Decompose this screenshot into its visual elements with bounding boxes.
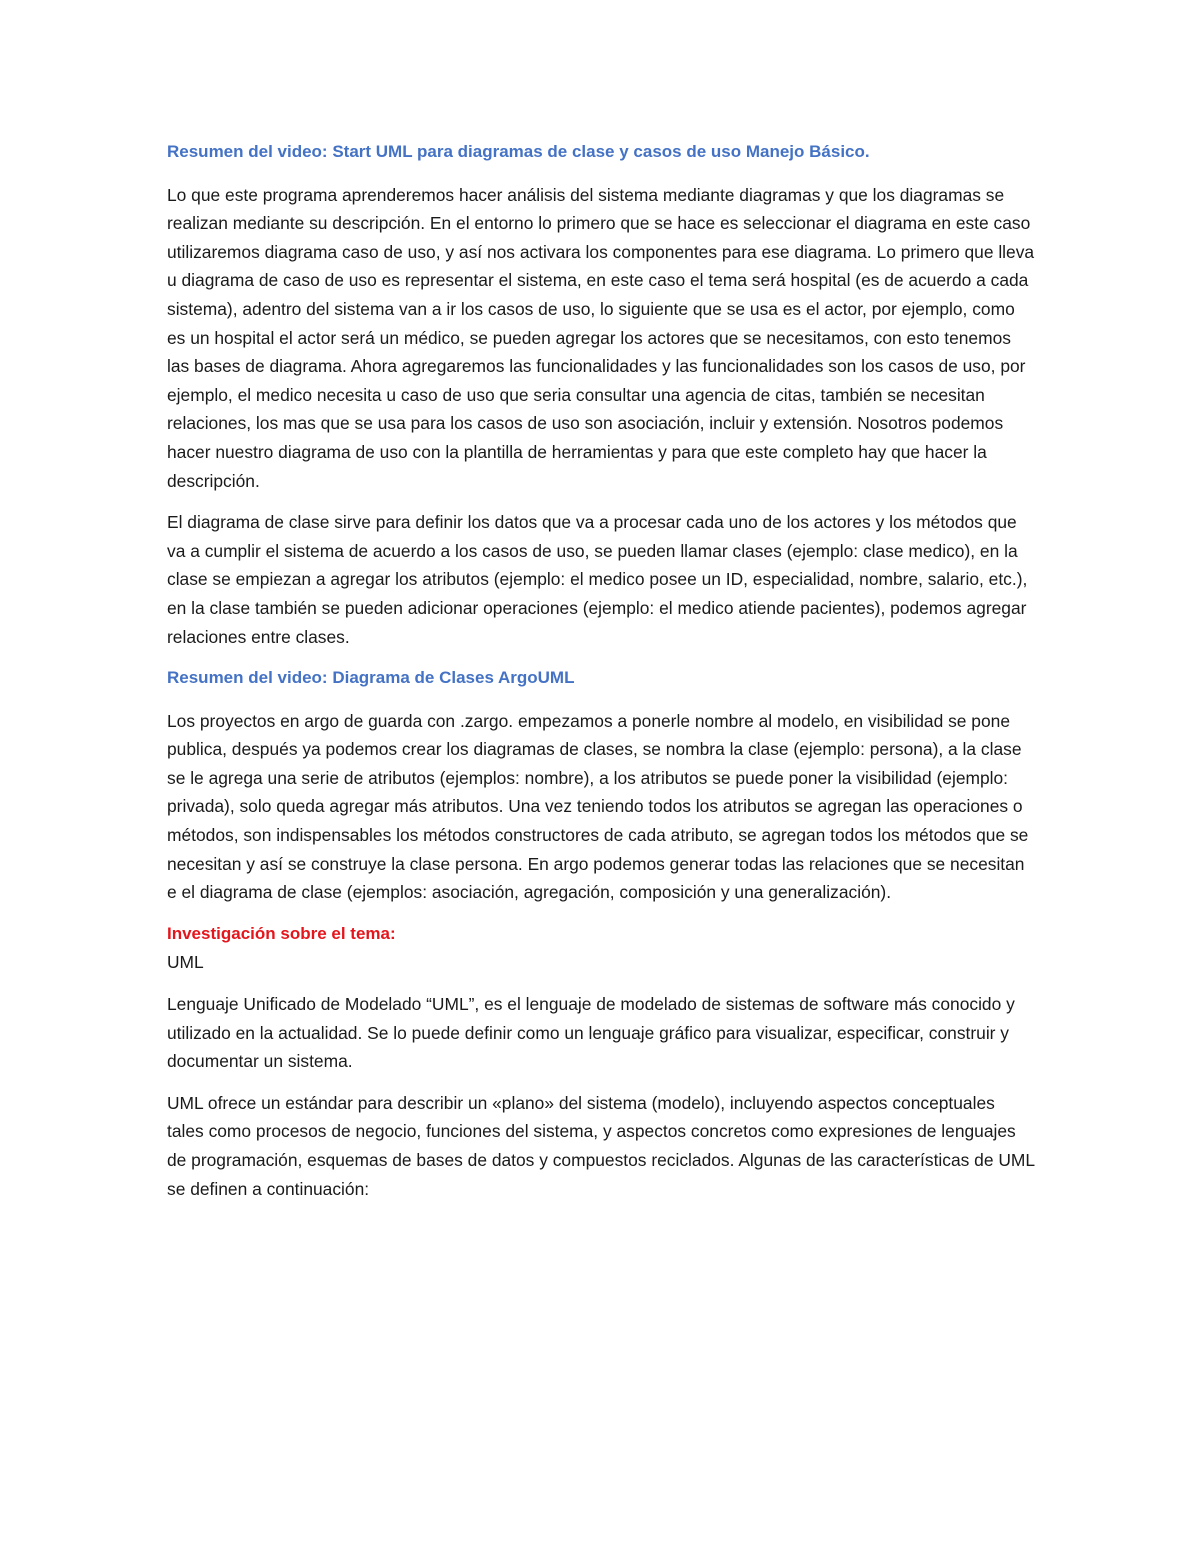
paragraph-argouml: Los proyectos en argo de guarda con .zargo. empezamos a ponerle nombre al modelo, en visibilidad se pone publica, después ya podemos crear los diagramas de clases, se nombra la clase (ejemplo: persona), a la clase se le agrega una serie de atributos (ejemplos: nombre), a los atributos se puede poner la visibilidad (ejemplo: privada), solo queda agregar más atributos. Una vez teniendo todos los atributos se agregan las operaciones o métodos, son indispensables los métodos constructores de cada atributo, se agregan todos los métodos que se necesitan y así se construye la clase persona. En argo podemos generar todas las relaciones que se necesitan e el diagrama de clase (ejemplos: asociación, agregación, composición y una generalización). [167,710,1029,903]
paragraph-startuml-use-cases: Lo que este programa aprenderemos hacer análisis del sistema mediante diagramas y que los diagramas se realizan mediante su descripción. En el entorno lo primero que se hace es seleccionar el diagrama en este caso utilizaremos diagrama caso de uso, y así nos activara los componentes para ese diagrama. Lo primero que lleva u diagrama de caso de uso es representar el sistema, en este caso el tema será hospital (es de acuerdo a cada sistema), adentro del sistema van a ir los casos de uso, lo siguiente que se usa es el actor, por ejemplo, como es un hospital el actor será un médico, se pueden agregar los actores que se necesitamos, con esto tenemos las bases de diagrama. Ahora agregaremos las funcionalidades y las funcionalidades son los casos de uso, por ejemplo, el medico necesita u caso de uso que seria consultar una agencia de citas, también se necesitan relaciones, los mas que se usa para los casos de uso son asociación, incluir y extensión. Nosotros podemos hacer nuestro diagrama de uso con la plantilla de herramientas y para que este completo hay que hacer la descripción. [167,184,1035,491]
document-body [167,138,1035,1203]
label-uml: UML [167,952,204,973]
heading-video-summary-argouml: Resumen del video: Diagrama de Clases ArgoUML [167,668,575,688]
paragraph-class-diagram: El diagrama de clase sirve para definir los datos que va a procesar cada uno de los actores y los métodos que va a cumplir el sistema de acuerdo a los casos de uso, se pueden llamar clases (ejemplo: clase medico), en la clase se empiezan a agregar los atributos (ejemplo: el medico posee un ID, especialidad, nombre, salario, etc.), en la clase también se pueden adicionar operaciones (ejemplo: el medico atiende pacientes), podemos agregar relaciones entre clases. [167,512,1028,647]
heading-video-summary-startuml: Resumen del video: Start UML para diagramas de clase y casos de uso Manejo Básico. [167,142,870,161]
paragraph-uml-standard: UML ofrece un estándar para describir un «plano» del sistema (modelo), incluyendo aspectos conceptuales tales como procesos de negocio, funciones del sistema, y aspectos concretos como expresiones de lenguajes de programación, esquemas de bases de datos y compuestos reciclados. Algunas de las características de UML se definen a continuación: [167,1092,1035,1199]
paragraph-uml-definition: Lenguaje Unificado de Modelado “UML”, es el lenguaje de modelado de sistemas de software más conocido y utilizado en la actualidad. Se lo puede definir como un lenguaje gráfico para visualizar, especificar, construir y documentar un sistema. [167,994,1015,1072]
heading-research: Investigación sobre el tema: [167,923,396,943]
